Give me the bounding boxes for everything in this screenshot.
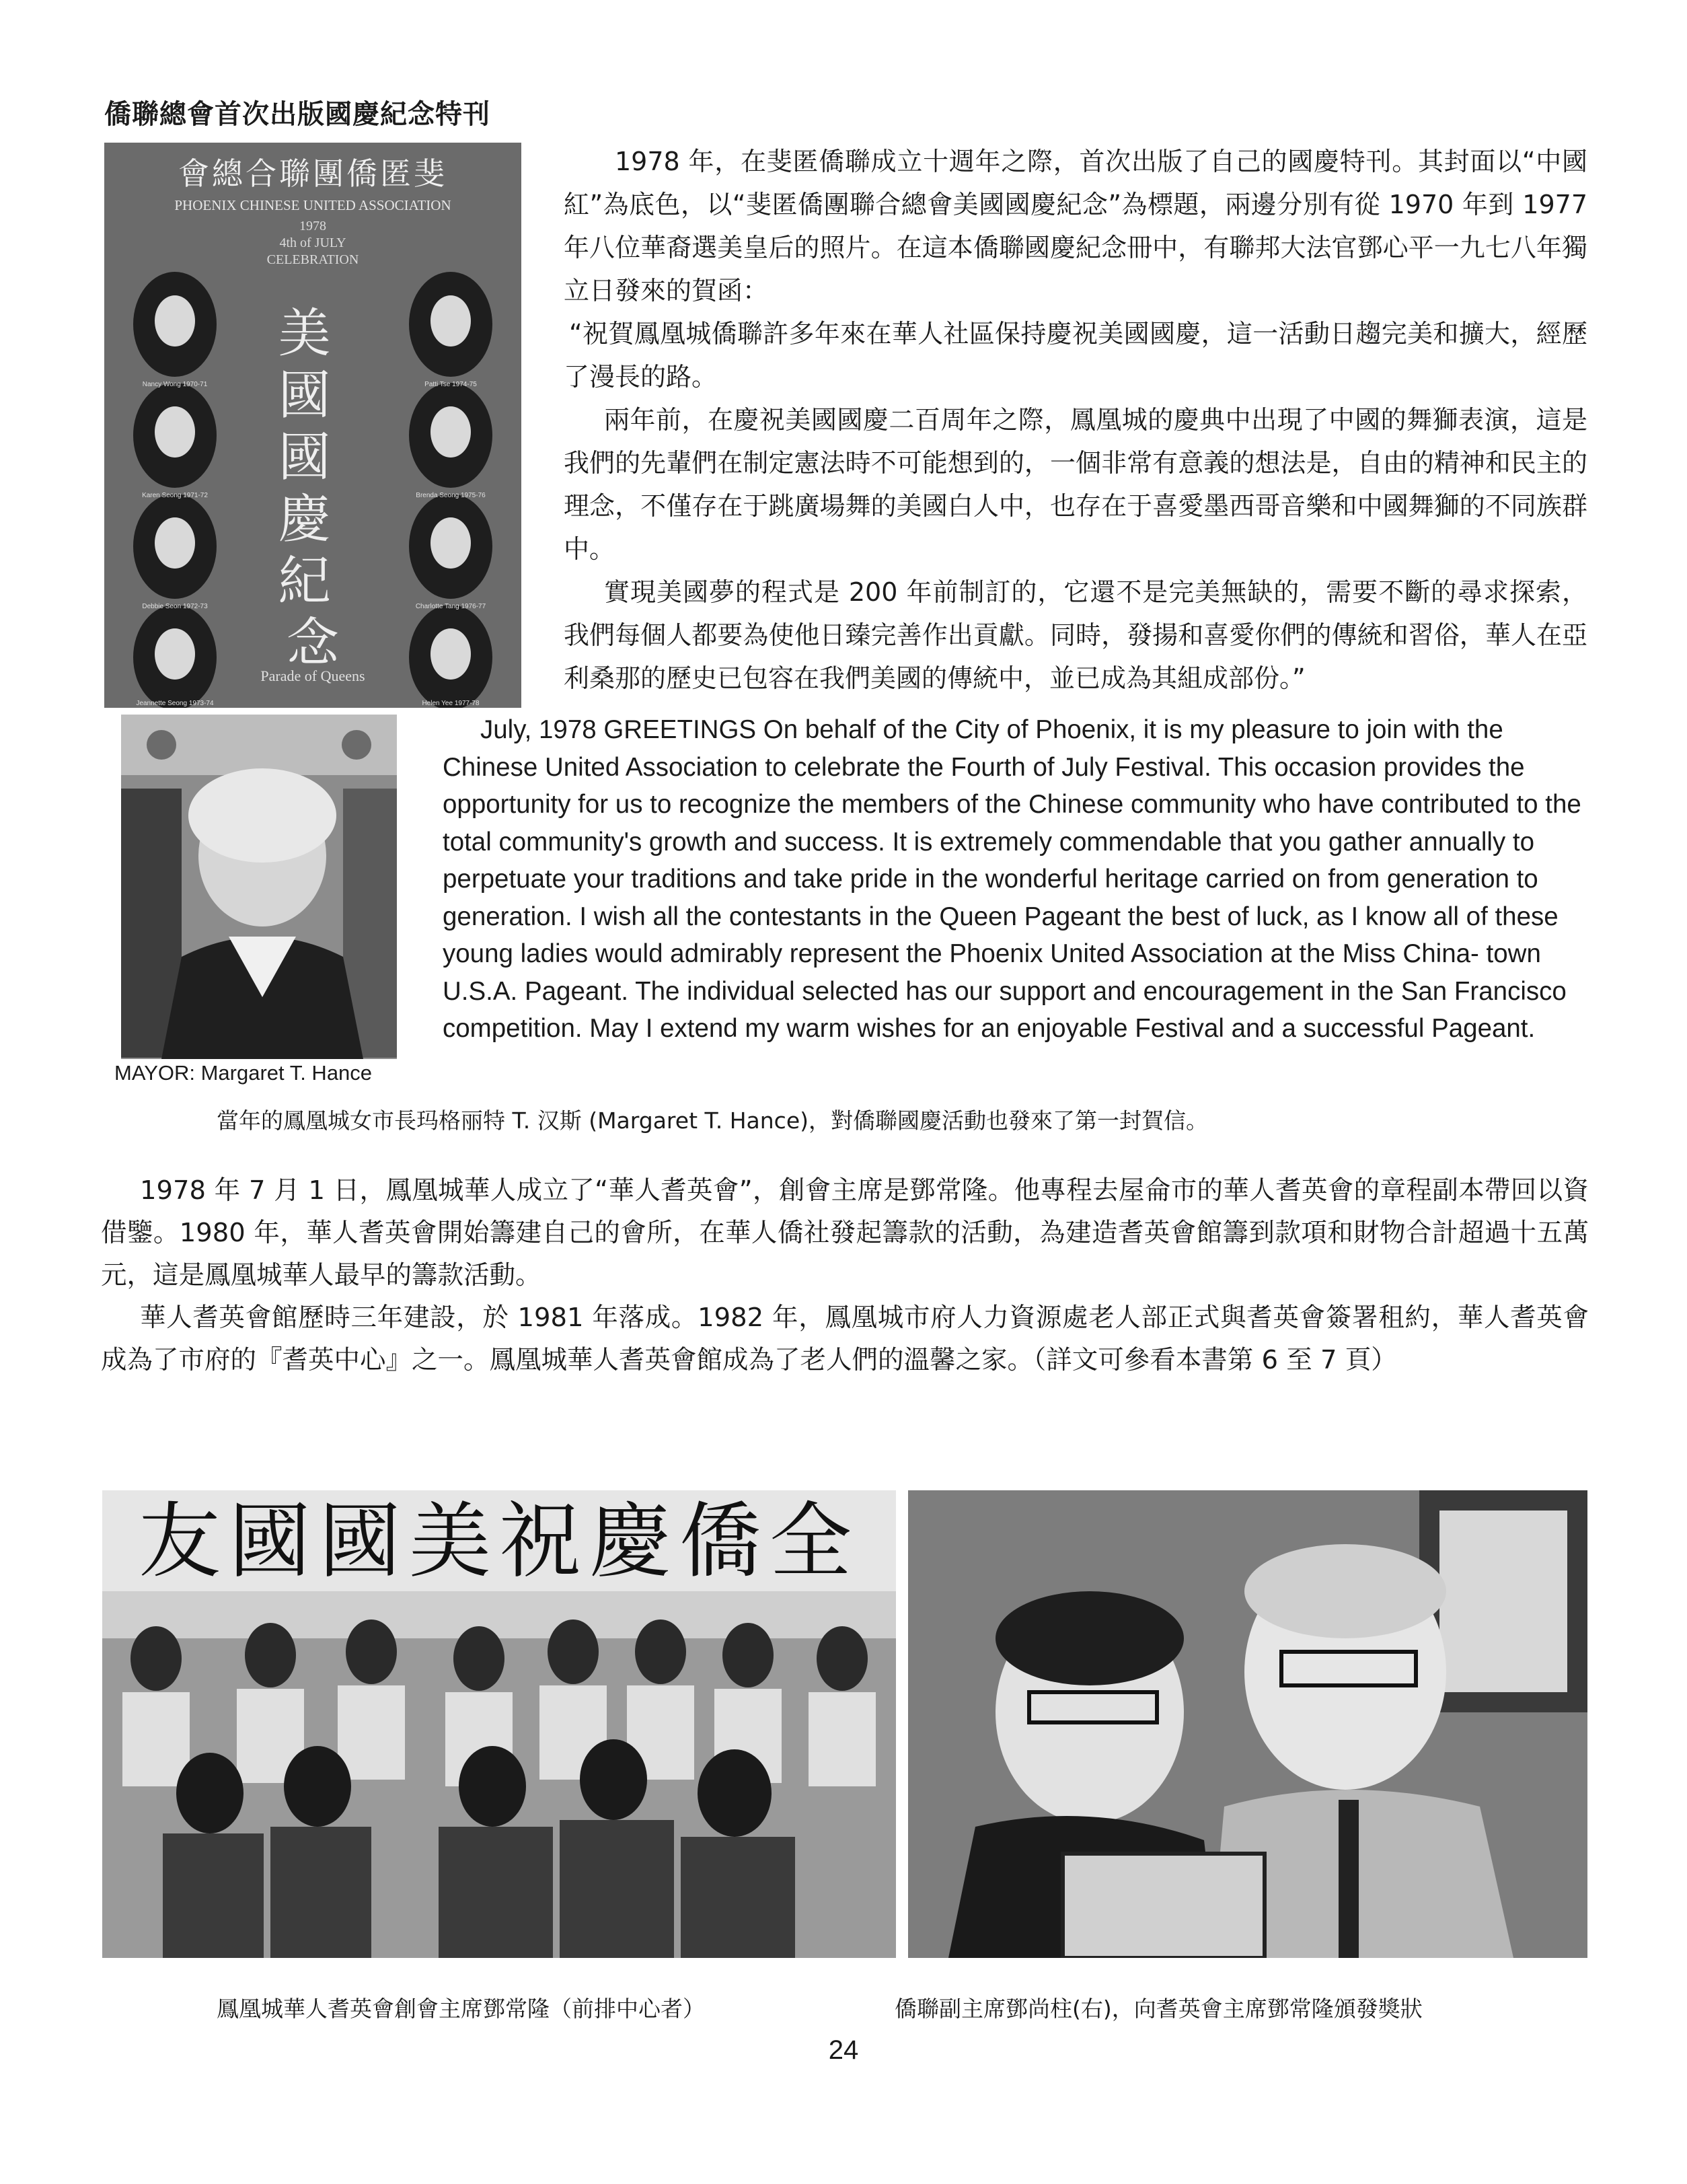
booklet-english-title: PHOENIX CHINESE UNITED ASSOCIATION (174, 197, 451, 213)
cn-letter-block (564, 140, 1587, 700)
booklet-line3: CELEBRATION (266, 252, 359, 267)
booklet-year: 1978 (299, 219, 326, 233)
queen-label-right-2: Charlotte Tang 1976-77 (415, 603, 486, 610)
queen-label-right-1: Brenda Seong 1975-76 (416, 492, 486, 499)
queen-label-right-3: Helen Yee 1977-78 (422, 700, 480, 707)
cn-paragraph: 兩年前，在慶祝美國國慶二百周年之際，鳳凰城的慶典中出現了中國的舞獅表演，這是我們的先輩們在制定憲法時不可能想到的，一個非常有意義的想法是，自由的精神和民主的理念，不僅存在于跳廣場舞的美國白人中，也存在于喜愛墨西哥音樂和中國舞獅的不同族群中。 (564, 405, 1587, 564)
queen-label-right-0: Patti Tse 1974-75 (424, 381, 477, 388)
booklet-vertical-title: 美 國 國 慶 紀 念 (278, 303, 340, 674)
queen-label-left-3: Jeannette Seong 1973-74 (136, 700, 214, 707)
page-number: 24 (828, 2035, 859, 2065)
mayor-caption: MAYOR: Margaret T. Hance (114, 1061, 373, 1085)
award-photo (908, 1490, 1587, 1958)
booklet-parade: Parade of Queens (260, 667, 365, 684)
group-banner: 友國國美祝慶僑全 (139, 1494, 860, 1589)
body-block (101, 1169, 1589, 1381)
cn-paragraph: 實現美國夢的程式是 200 年前制訂的，它還不是完美無缺的，需要不斷的尋求探索，我們每個人都要為使他日臻完善作出貢獻。同時，發揚和喜愛你們的傳統和習俗，華人在亞利桑那的歷史已包容在我們美國的傳統中，並已成為其組成部份。” (564, 577, 1587, 693)
queen-label-left-2: Debbie Seon 1972-73 (142, 603, 208, 610)
photo-left-caption: 鳳凰城華人耆英會創會主席鄧常隆（前排中心者） (217, 1996, 705, 2022)
group-photo (102, 1490, 896, 1958)
mayor-photo (121, 715, 397, 1059)
mayor-note: 當年的鳳凰城女市長玛格丽特 T. 汉斯 (Margaret T. Hance)，對僑聯國慶活動也發來了第一封賀信。 (217, 1107, 1208, 1134)
queen-label-left-0: Nancy Wong 1970-71 (142, 381, 208, 388)
booklet-top-title: 會總合聯團僑匿斐 (178, 155, 447, 192)
body-paragraph: 華人耆英會館歷時三年建設，於 1981 年落成。1982 年，鳳凰城市府人力資源處老人部正式與耆英會簽署租約，華人耆英會成為了市府的『耆英中心』之一。鳳凰城華人耆英會館成為了老人們的溫馨之家。（詳文可參看本書第 6 至 7 頁） (101, 1303, 1589, 1375)
booklet-cover-image (104, 143, 521, 708)
mayor-letter: July, 1978 GREETINGS On behalf of the City of Phoenix, it is my pleasure to join with the Chinese United Association to celebrate the Fourth of July Festival. This occasion provides the opportunity for us to recognize the members of the Chinese community who have contributed to the total community's growth and success. It is extremely commendable that you gather annually to perpetuate your traditions and take pride in the wonderful heritage carried on from generation to generation. I wish all the contestants in the Queen Pageant the best of luck, as I know all of these young ladies would admirably represent the Phoenix United Association at the Miss China- town U.S.A. Pageant. The individual selected has our support and encouragement in the San Francisco competition. May I extend my warm wishes for an enjoyable Festival and a successful Pageant. (443, 715, 1581, 1043)
body-paragraph: 1978 年 7 月 1 日，鳳凰城華人成立了“華人耆英會”，創會主席是鄧常隆。他專程去屋侖市的華人耆英會的章程副本帶回以資借鑒。1980 年，華人耆英會開始籌建自己的會所，在華人僑社發起籌款的活動，為建造耆英會館籌到款項和財物合計超過十五萬元，這是鳳凰城華人最早的籌款活動。 (101, 1175, 1589, 1290)
page-heading: 僑聯總會首次出版國慶紀念特刊 (104, 99, 490, 130)
booklet-line2: 4th of JULY (279, 235, 346, 250)
cn-paragraph: “祝賀鳳凰城僑聯許多年來在華人社區保持慶祝美國國慶，這一活動日趨完美和擴大，經歷了漫長的路。 (564, 319, 1587, 392)
queen-label-left-1: Karen Seong 1971-72 (142, 492, 208, 499)
photo-right-caption: 僑聯副主席鄧尚柱(右)，向耆英會主席鄧常隆頒發獎狀 (895, 1996, 1423, 2022)
cn-paragraph: 1978 年，在斐匿僑聯成立十週年之際，首次出版了自己的國慶特刊。其封面以“中國紅”為底色，以“斐匿僑團聯合總會美國國慶紀念”為標題，兩邊分別有從 1970 年到 1977 年八位華裔選美皇后的照片。在這本僑聯國慶紀念冊中，有聯邦大法官鄧心平一九七八年獨立日發來的賀函： (564, 147, 1587, 305)
